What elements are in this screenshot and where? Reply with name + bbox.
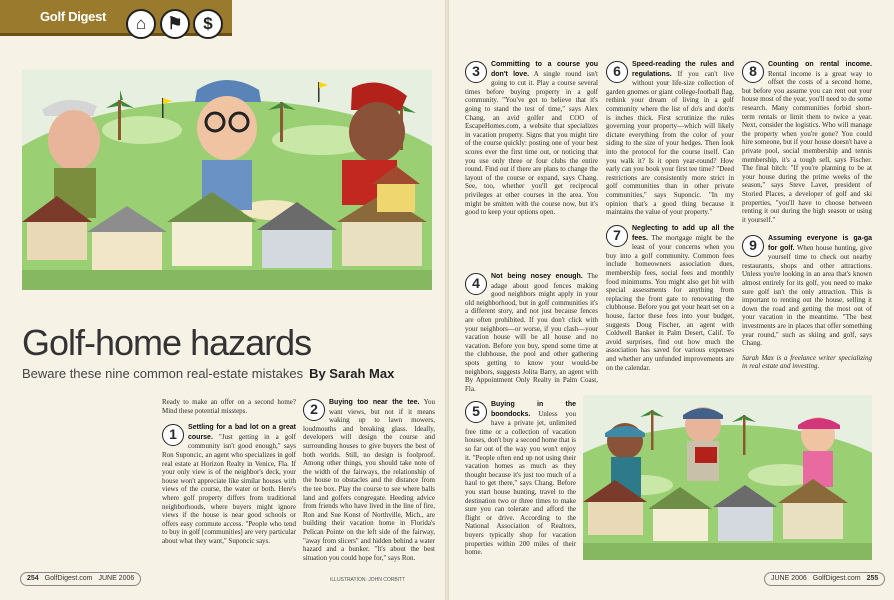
page-gutter	[445, 0, 449, 600]
item-8-body: Rental income is a great way to offset the costs of a second home, but before you assume you can rent out your house most of the year, you'll need to do some research. Many communities forbid short-term rentals or limit them to twice a year. Next, consider the logistics. Who will manage the property when you're gone? You could hire someone, but if your house doesn't have a private pool, social membership and tennis membership, it's a tough sell, says Fischer. The final hitch: "If you're planning to be at your house during the prime weeks of the season," says Steve Lavet, president of Storied Places, a developer of golf and ski properties, "you'll have to choose between renting it out during the high season or using it yourself."	[742, 69, 872, 224]
item-1	[162, 423, 296, 545]
item-9-heading: Assuming everyone is ga-ga for golf.	[768, 235, 872, 252]
site-name-left: GolfDigest.com	[44, 575, 93, 582]
brand-logo: Golf Digest	[40, 9, 107, 24]
number-badge-6: 6	[606, 61, 628, 83]
column-1	[162, 398, 296, 546]
article-subtitle	[22, 366, 394, 381]
item-4	[465, 272, 598, 393]
item-5	[465, 400, 576, 557]
item-6	[606, 60, 734, 217]
item-3	[465, 60, 598, 217]
folio-left	[20, 572, 141, 586]
item-7-heading: Neglecting to add up all the fees.	[632, 225, 734, 242]
column-3	[465, 60, 598, 217]
dollar-icon: $	[193, 9, 223, 39]
number-badge-4: 4	[465, 273, 487, 295]
item-6-body: If you can't live without your life-size collection of garden gnomes or giant college-football flag, rethink your dream of living in a golf community where the list of do's and don'ts is inches thick. First scrutinize the rules governing your property—which will likely dictate everything from the color of your siding to the size of your hedges. Then look into the protocol for the course itself. Can you walk it? Is it open year-round? How early can you book your first tee time? "Deed restrictions are consistently more strict in golf communities than in other private communities," says Suponcic. "In my opinion that's a good thing because it maintains the value of your property."	[606, 69, 734, 217]
item-8	[742, 60, 872, 224]
column-3b	[465, 272, 598, 393]
column-5	[742, 60, 872, 224]
issue-date-right: JUNE 2006	[771, 575, 807, 582]
item-2	[303, 398, 435, 562]
item-5-body: Unless you have a private jet, unlimited free time or a collection of vacation houses, don't buy a second home that is so far out of the way you won't enjoy it. "People often end up not using their vacation homes as much as they thought because it's just too much of a haul to get there," says Chang. Before you start house hunting, travel to the destination two or three times to make sure you can tolerate and afford the flight or drive. According to the National Association of Realtors, buyers typically shop for vacation properties within 200 miles of their home.	[465, 409, 576, 557]
folio-right	[764, 572, 885, 586]
item-8-heading: Counting on rental income.	[768, 61, 872, 68]
item-7	[606, 224, 734, 372]
house-icon: ⌂	[126, 9, 156, 39]
column-4b	[606, 224, 734, 372]
column-3c	[465, 400, 576, 557]
item-6-heading: Speed-reading the rules and regulations.	[632, 61, 734, 78]
item-4-body: The adage about good fences making good neighbors might apply in your old neighborhood, but in golf communities it's a different story, and not just because fences are often prohibited. If you don't click with your neighbors—or worse, if you clash—your vacation house will be all house and no vacation. Before you buy, spend some time at the clubhouse, the pool and other gathering spots getting to know your would-be neighbors, suggests Jolita Barry, an agent with By Appointment Only Realty in Palm Coast, Fla.	[465, 272, 598, 393]
site-name-right: GolfDigest.com	[812, 575, 861, 582]
number-badge-2: 2	[303, 399, 325, 421]
number-badge-3: 3	[465, 61, 487, 83]
illustration-credit: ILLUSTRATION: JOHN CORBITT	[330, 577, 406, 583]
item-9	[742, 234, 872, 348]
column-5b	[742, 234, 872, 371]
number-badge-5: 5	[465, 401, 487, 423]
page-number-right: 255	[866, 575, 879, 582]
item-2-heading: Buying too near the tee.	[329, 399, 420, 406]
byline: By Sarah Max	[309, 366, 395, 381]
golf-community-illustration	[22, 70, 432, 290]
author-note: Sarah Max is a freelance writer specializing in real estate and investing.	[742, 353, 872, 371]
item-1-heading: Settling for a bad lot on a great course.	[188, 424, 296, 441]
item-3-body: A single round isn't going to cut it. Play a course several times before buying property in a golf community. "You've got to believe that it's going to stand the test of time," says Alex Chang, an avid golfer and COO of EscapeHomes.com, a website that specializes in vacation property. Signs that you might tire of the course quickly: posting one of your best scores ever the first time out, or noticing that you use only three or four clubs the entire round. Find out if there are plans to change the layout of the course or expand, says Chang. See, too, whether you'll get reciprocal privileges at other courses in the area. You might be smitten with the course now, but it's good to keep your options open.	[465, 69, 598, 217]
golfers-illustration	[583, 395, 872, 560]
item-7-body: The mortgage might be the least of your concerns when you buy into a golf community. Common fees include homeowners association dues, membership fees, social fees and monthly food minimums. You might also get hit with special assessments for anything from replacing the front gate to renovating the clubhouse. Before you get your heart set on a house, factor these fees into your budget, suggests Doug Fischer, an agent with Coldwell Banker in Palm Desert, Calif. To avoid surprises, find out how much the association has saved for various expenses and whether any unfunded improvements are on the calendar.	[606, 233, 734, 372]
number-badge-7: 7	[606, 225, 628, 247]
article-title: Golf-home hazards	[22, 322, 312, 363]
item-3-heading: Committing to a course you don't love.	[491, 61, 598, 78]
intro-text: Ready to make an offer on a second home? Mind these potential missteps.	[162, 398, 296, 415]
page-number-left: 254	[27, 575, 39, 582]
item-2-body: You want views, but not if it means waking up to lawn mowers, loudmouths and breaking glass. Ideally, developers will design the course and surrounding houses to give buyers the best of both worlds. Still, no design is foolproof. Among other things, you should take note of the width of the fairways, the relationship of the house to obstacles and the distance from the tee box. Play the course to see where balls land and golfers congregate. Heeding advice from friends who have lived in the line of fire, Ron and Sue Konst of Northville, Mich., are building their vacation home in Florida's Pelican Pointe on the left side of the fairway, "away from slicers" and hidden behind a water hazard and a bunker. "It's about the best situation you could hope for," says Ron.	[303, 398, 435, 562]
number-badge-1: 1	[162, 424, 184, 446]
item-9-body: When house hunting, give yourself time to check out nearby restaurants, shops and other attractions. Unless you're looking in an area that's known almost entirely for its golf, you need to make sure golf isn't the only attraction. This is important to renting out the house, selling it down the road and getting the most out of your vacation in the meantime. "The best investments are in places that offer something year round," such as skiing and golf, says Chang.	[742, 243, 872, 348]
issue-date-left: JUNE 2006	[98, 575, 135, 582]
golf-flag-icon: ⚑	[160, 9, 190, 39]
column-4	[606, 60, 734, 217]
column-2	[303, 398, 435, 562]
item-1-body: "Just getting in a golf community isn't good enough," says Ron Suponcic, an agent who specializes in golf real estate at Horizon Realty in Venice, Fla. If your only view is of the neighbor's deck, your house won't appreciate like similar houses with views of the course, the water or both. Here's where golf property differs from traditional neighborhoods, where buyers might ignore views if the house is near good schools or offers easy commute access. "People who tend to buy in golf [communities] are very particular about what they want," Suponcic says.	[162, 432, 296, 545]
number-badge-9: 9	[742, 235, 764, 257]
subtitle-text: Beware these nine common real-estate mistakes	[22, 366, 304, 381]
item-5-heading: Buying in the boondocks.	[491, 401, 576, 418]
number-badge-8: 8	[742, 61, 764, 83]
item-4-heading: Not being nosey enough.	[491, 273, 583, 280]
